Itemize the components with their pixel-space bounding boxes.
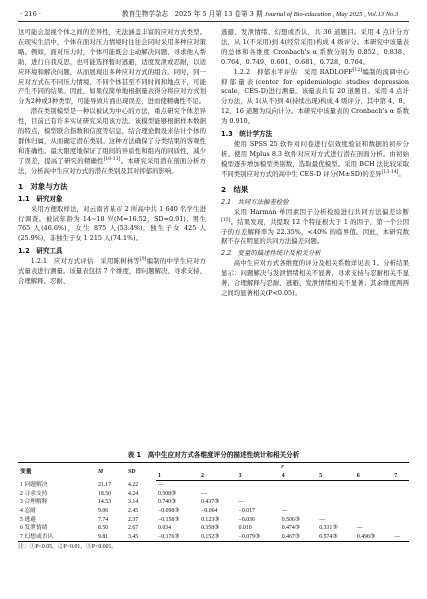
cell-r: −0.017 bbox=[238, 507, 255, 514]
cell-sd: 4.24 bbox=[128, 490, 139, 497]
journal-title bbox=[122, 8, 398, 21]
cell-r: −0.098③ bbox=[158, 507, 180, 514]
paragraph-text: 潜在类别模型是一种以被试为中心的方法，重点研究个体差异性，目前已有许多实证研究采用该方法。该模型能够根据样本数据的特点，模型联合指数和信度等信息，结合理论假设来估计个体的群体归属，从而确定潜在类别。这种方法确保了分类结果的客观性和准确性。最大限度地保证了组间的异质性和组内的同质性，减少了误差，提高了研究的精确性 bbox=[18, 107, 206, 165]
cell-r: −0.176③ bbox=[156, 533, 199, 542]
table-row bbox=[18, 507, 409, 516]
subsection-heading: 1.3 统计学方法 bbox=[221, 130, 273, 139]
correlation-table bbox=[18, 462, 409, 542]
table-caption: 表 1 高中生应对方式各维度评分的描述性统计和相关分析 bbox=[127, 451, 300, 459]
paragraph-text: 编制的流调中心抑郁量表(center for epidemiologic studies depression scale，CES-D)进行测量。该量表共有 20 道题目。采用 4 点计分方法，从 1(从不)到 4(持续出现)构成 4 级评分，其中第 4、8、12、16 道题为反向计分。本研究中该量表的 Cronbach's α 系数为 0.910。 bbox=[221, 67, 409, 126]
cell-r bbox=[237, 490, 280, 499]
header-col-7: 7 bbox=[392, 472, 409, 481]
paragraph: 采用方便取样法，对云南省某市 2 所高中共 1 640 名学生进行调查。被试年龄为 14~18 岁(M=16.52，SD=0.91)；男生 765 人(46.6%)，女生 875 人(53.4%)；独生子女 425 人(25.9%)，非独生子女 1 215 人(74.1%)。 bbox=[18, 204, 206, 243]
cell-variable: 2 寻求支持 bbox=[20, 490, 48, 497]
cell-r: — bbox=[281, 507, 288, 514]
cell-r: 0.152③ bbox=[199, 533, 237, 542]
cell-mean: 8.50 bbox=[98, 525, 109, 532]
cell-mean: 9.81 bbox=[96, 533, 126, 542]
cell-r: 0.358③ bbox=[201, 525, 220, 532]
left-column bbox=[18, 28, 206, 287]
header-col-1: 1 bbox=[156, 472, 199, 481]
cell-r: 0.034 bbox=[158, 525, 172, 532]
cell-sd: 3.14 bbox=[128, 499, 139, 506]
cell-sd: 3.45 bbox=[126, 533, 156, 542]
cell-r: 0.508③ bbox=[158, 490, 177, 497]
header-col-2: 2 bbox=[199, 472, 237, 481]
cell-r bbox=[317, 507, 355, 516]
cell-r: — bbox=[158, 482, 164, 489]
cell-variable: 4 忍耐 bbox=[20, 507, 36, 514]
cell-sd: 2.37 bbox=[128, 516, 139, 523]
table-row bbox=[18, 516, 409, 525]
cell-r: 0.010 bbox=[238, 525, 252, 532]
subsection-heading: 1.2 研究工具 bbox=[18, 247, 63, 256]
paragraph: 高中生应对方式各维度的评分及相关系数详见表 1。分析结果显示：问题解决与发泄情绪相关不显著，寻求支持与忍耐相关不显著，合理解释与忍耐、逃避、发泄情绪相关不显著；其余维度两两之间均显著相关(P<0.05)。 bbox=[221, 259, 409, 298]
table-row bbox=[18, 524, 409, 533]
paragraph-text: 1.2.1 应对方式评估 采用陈树林等 bbox=[30, 257, 140, 266]
cell-mean: 18.50 bbox=[98, 490, 112, 497]
citation: [9] bbox=[139, 257, 147, 263]
paragraph-text: 编制的中学生应对方式量表进行测量。该量表包括 7 个维度，即问题解决、寻求支持、合理解释、忍耐、 bbox=[18, 257, 207, 286]
cell-r bbox=[317, 481, 355, 490]
cell-r: 0.437③ bbox=[201, 499, 220, 506]
header-sd: SD bbox=[126, 463, 156, 481]
header-mean: M bbox=[96, 463, 126, 481]
cell-r: — bbox=[392, 533, 409, 542]
table-row bbox=[18, 533, 409, 542]
cell-r: 0.123③ bbox=[201, 516, 220, 523]
cell-r: — bbox=[201, 490, 207, 497]
subsection-heading: 2.1 共同方法偏差检验 bbox=[221, 197, 289, 206]
subsection-heading: 2.2 变量的描述性统计及相关分析 bbox=[221, 249, 321, 258]
cell-r bbox=[392, 481, 409, 490]
citation: [15] bbox=[221, 217, 231, 223]
cell-mean: 14.53 bbox=[98, 499, 112, 506]
cell-r: — bbox=[238, 499, 245, 506]
running-header bbox=[18, 8, 409, 20]
cell-variable: 5 逃避 bbox=[20, 516, 36, 523]
cell-r: −0.064 bbox=[201, 507, 218, 514]
cell-r bbox=[237, 481, 280, 490]
cell-r: −0.036 bbox=[238, 516, 255, 523]
section-heading: 1 对象与方法 bbox=[18, 181, 68, 191]
header-rule bbox=[18, 21, 409, 22]
citation: [12] bbox=[352, 67, 363, 73]
cell-r bbox=[280, 498, 318, 507]
header-col-4: 4 bbox=[280, 472, 318, 481]
table-note: 注：①P<0.05，②P<0.01，③P<0.001。 bbox=[18, 544, 118, 551]
cell-r: 0.574③ bbox=[317, 533, 355, 542]
header-col-5: 5 bbox=[317, 472, 355, 481]
paragraph: 这可能会忽视个体之间的差异性，无法涵盖丰富的应对方式类型。在现实生活中，个体在面对压力情境时往往会同时采用多种应对策略。例如，面对压力时，个体可能既会主动解决问题、寻求他人帮助，进行自我反思，也可能选择暂时逃避，适度发泄或忍耐，以适应环境和解决问题，从而展现出多种应对方式的组合。同时，同一应对方式在不同压力情境、不同个体甚至不同时间和地点下，可能产生不同的结果。因此，如果仅简单地根据量表得分将应对方式划分为2种或3种类型，可能导致片面出现误差，进而使精确性不足。 bbox=[18, 28, 206, 106]
citation: [10-11] bbox=[103, 156, 121, 162]
paragraph-text: 采用 Harman 单因素因子分析检验进行共同方法偏差诊断 bbox=[233, 207, 409, 216]
cell-r: — bbox=[356, 525, 363, 532]
header-col-6: 6 bbox=[355, 472, 393, 481]
paragraph-text: 1.2.2 抑郁水平评估 采用 RADLOFF bbox=[233, 67, 353, 76]
cell-r bbox=[392, 516, 409, 525]
table-row bbox=[18, 490, 409, 499]
paragraph bbox=[221, 208, 409, 248]
paragraph-text: 。 bbox=[398, 169, 405, 178]
cell-r bbox=[392, 490, 409, 499]
cell-mean: 9.06 bbox=[98, 507, 109, 514]
right-column bbox=[221, 28, 409, 299]
header-variable: 变量 bbox=[18, 463, 96, 481]
header-col-3: 3 bbox=[237, 472, 280, 481]
cell-r bbox=[317, 490, 355, 499]
paragraph-text: 使用 SPSS 25 软件对问卷进行信效度验证和数据的初步分析。使用 Mplus 8.3 软件对应对方式进行潜在剖面分析。由初始模型逐步增加模型类别数，选取最优模型。采用 BCH 法比较采取不同类别应对方式的高中生 CES-D 评分(M±SD)的差异 bbox=[221, 140, 409, 178]
cell-r bbox=[280, 490, 318, 499]
header-r: r bbox=[156, 463, 409, 472]
journal-title-cn: 教育生物学杂志 2025 年 5 月第 13 卷第 3 期 bbox=[122, 10, 263, 18]
cell-mean: 21.17 bbox=[98, 481, 112, 488]
cell-r: — bbox=[319, 516, 326, 523]
paragraph bbox=[221, 140, 409, 180]
cell-r: −0.158③ bbox=[158, 516, 180, 523]
cell-r: 0.496③ bbox=[355, 533, 393, 542]
cell-r: 0.467③ bbox=[280, 533, 318, 542]
cell-sd: 4.22 bbox=[128, 481, 139, 488]
cell-r: 0.474③ bbox=[281, 525, 300, 532]
cell-r bbox=[392, 507, 409, 516]
paragraph-text: 。结果发现，共提取 12 个特征根大于 1 的因子，第一个公因子的方差解释率为 22.35%，<40% 的临界值。因此，本研究数据不存在明显的共同方法偏差问题。 bbox=[221, 217, 409, 246]
paragraph bbox=[221, 68, 409, 127]
citation: [13-14] bbox=[381, 169, 399, 175]
cell-variable: 6 发泄情绪 bbox=[20, 525, 48, 532]
cell-r bbox=[355, 516, 393, 525]
cell-r: 0.740③ bbox=[158, 499, 177, 506]
cell-variable: 1 问题解决 bbox=[20, 481, 48, 488]
cell-r bbox=[392, 524, 409, 533]
paragraph-text: 。本研究采用潜在剖面分析方法，分析高中生应对方式的潜在类别及其对抑郁的影响。 bbox=[18, 156, 207, 175]
table-1 bbox=[18, 450, 409, 552]
paragraph bbox=[18, 257, 206, 287]
cell-r bbox=[355, 498, 393, 507]
cell-r: −0.079③ bbox=[237, 533, 280, 542]
cell-r bbox=[355, 481, 393, 490]
cell-r bbox=[199, 481, 237, 490]
table-row bbox=[18, 481, 409, 490]
paragraph bbox=[18, 107, 206, 176]
cell-mean: 7.74 bbox=[98, 516, 109, 523]
cell-r bbox=[355, 507, 393, 516]
cell-r bbox=[280, 481, 318, 490]
cell-r bbox=[317, 498, 355, 507]
cell-variable: 7 幻想或否认 bbox=[18, 533, 96, 542]
cell-r bbox=[355, 490, 393, 499]
cell-r bbox=[392, 498, 409, 507]
cell-r: 0.331③ bbox=[319, 525, 338, 532]
table-row bbox=[18, 498, 409, 507]
subsection-heading: 1.1 研究对象 bbox=[18, 194, 63, 203]
paragraph: 逃避、发泄情绪、幻想或否认，共 36 道题目。采用 4 点计分方法，从 1(不采用)到 4(经常采用)构成 4 级评分。本研究中该量表的总体和各维度 Cronbach's α 系数分别为 0.852、0.838、0.764、0.749、0.601、0.681、0.728、0.764。 bbox=[221, 28, 409, 66]
cell-sd: 2.45 bbox=[128, 507, 139, 514]
journal-title-en: Journal of Bio-education , May 2025 , Vol.13 No.3 bbox=[264, 11, 399, 18]
cell-variable: 3 合理解释 bbox=[20, 499, 48, 506]
cell-sd: 2.67 bbox=[128, 525, 139, 532]
section-heading: 2 结果 bbox=[221, 184, 249, 194]
cell-r: 0.506③ bbox=[281, 516, 300, 523]
page-number: · 216 · bbox=[20, 10, 41, 18]
